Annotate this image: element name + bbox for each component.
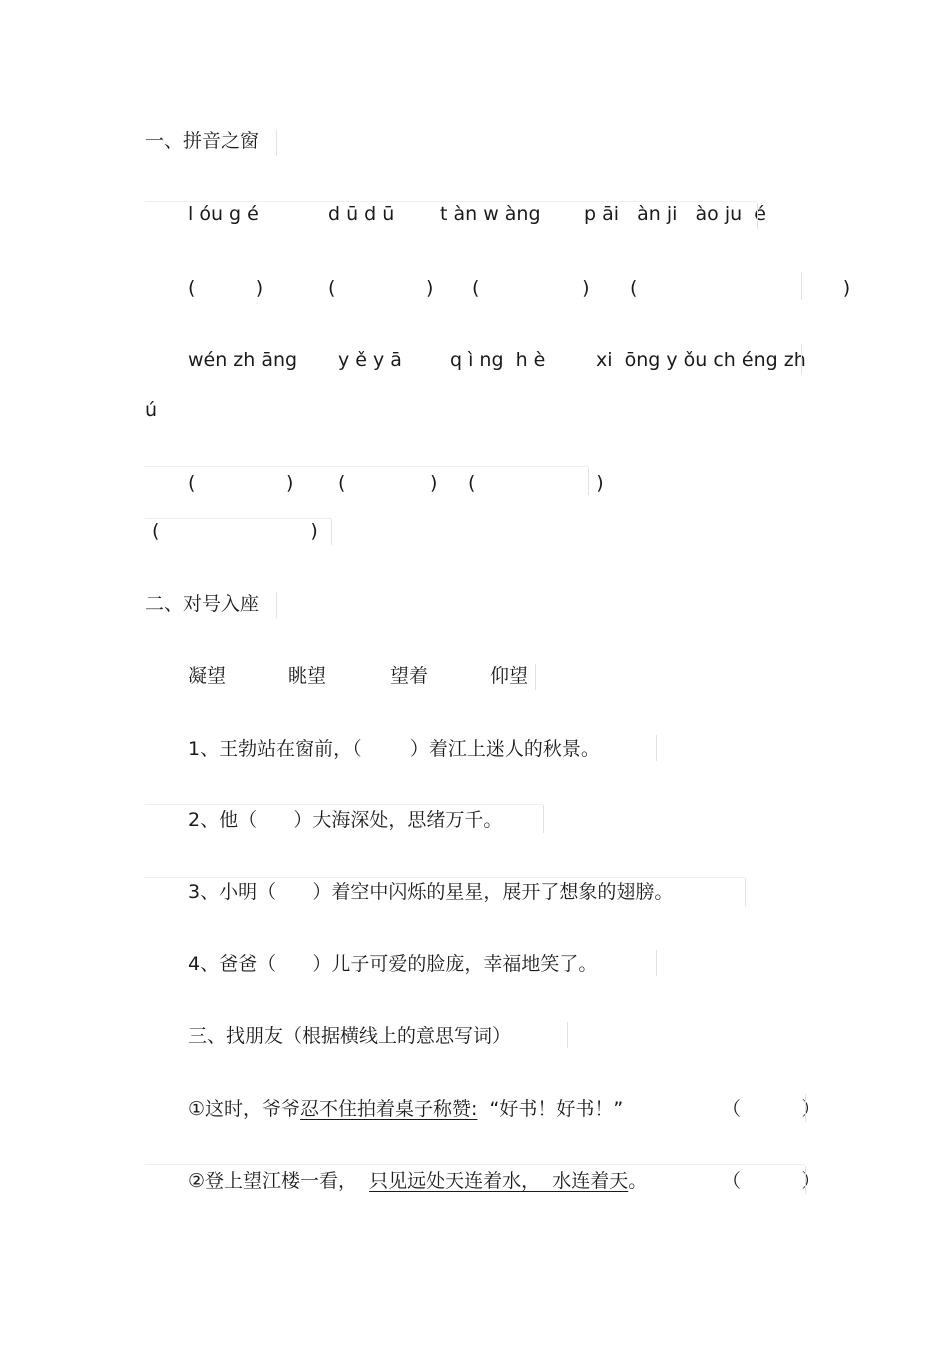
pinyin-item: y ě y ā: [338, 349, 402, 371]
pinyin-item: t àn w àng: [440, 203, 541, 225]
answer-blank[interactable]: ( ): [630, 277, 851, 299]
item-suffix: “好书！好书！”: [477, 1098, 624, 1120]
divider: [145, 877, 745, 878]
answer-blank[interactable]: ( ): [472, 277, 590, 299]
section2-heading: 二、对号入座: [145, 593, 260, 615]
word-option: 仰望: [490, 665, 529, 687]
divider: [145, 466, 588, 467]
fill-sentence-1: 1、王勃站在窗前，（ ）着江上迷人的秋景。: [188, 738, 600, 760]
answer-blank[interactable]: ( ): [188, 472, 294, 494]
divider: [543, 805, 544, 833]
answer-blank[interactable]: （ ）: [722, 1170, 821, 1192]
underlined-phrase: 只见远处天连着水， 水连着天: [369, 1170, 629, 1192]
word-option: 眺望: [288, 665, 327, 687]
divider: [145, 804, 543, 805]
pinyin-item: d ū d ū: [328, 203, 395, 225]
divider: [276, 592, 277, 618]
section1-heading: 一、拼音之窗: [145, 130, 260, 152]
pinyin-item: wén zh āng: [188, 349, 298, 371]
answer-blank[interactable]: ( ): [152, 520, 318, 542]
pinyin-wrap: ú: [145, 399, 158, 421]
fill-sentence-2: 2、他（ ）大海深处，思绪万千。: [188, 809, 503, 831]
divider: [656, 735, 657, 761]
pinyin-item: l óu g é: [188, 203, 259, 225]
pinyin-item: p āi àn ji ào ju é: [584, 203, 766, 225]
divider: [276, 130, 277, 156]
fill-sentence-3: 3、小明（ ）着空中闪烁的星星，展开了想象的翅膀。: [188, 881, 674, 903]
item-prefix: ①这时，爷爷: [188, 1098, 301, 1120]
divider: [805, 1094, 806, 1122]
word-option: 望着: [390, 665, 429, 687]
divider: [656, 950, 657, 976]
divider: [805, 1166, 806, 1194]
divider: [745, 878, 746, 906]
divider: [535, 664, 536, 690]
answer-blank[interactable]: （ ）: [722, 1098, 821, 1120]
answer-blank[interactable]: ( ): [468, 472, 604, 494]
underlined-phrase: 忍不住拍着桌子称赞:: [300, 1098, 478, 1120]
divider: [757, 203, 758, 229]
divider: [801, 272, 802, 300]
divider: [567, 1022, 568, 1048]
divider: [801, 344, 802, 374]
answer-blank[interactable]: ( ): [188, 277, 264, 299]
divider: [145, 1164, 805, 1165]
answer-blank[interactable]: ( ): [338, 472, 438, 494]
item-suffix: 。: [628, 1170, 648, 1192]
pinyin-item: xi ōng y ǒu ch éng zh: [596, 349, 806, 371]
section3-heading: 三、找朋友（根据横线上的意思写词）: [188, 1025, 512, 1047]
answer-blank[interactable]: ( ): [328, 277, 434, 299]
divider: [588, 467, 589, 495]
item-prefix: ②登上望江楼一看，: [188, 1170, 370, 1192]
word-option: 凝望: [188, 665, 227, 687]
pinyin-item: q ì ng h è: [450, 349, 546, 371]
match-item-2: [188, 1169, 647, 1193]
divider: [331, 519, 332, 545]
match-item-1: [188, 1097, 623, 1121]
fill-sentence-4: 4、爸爸（ ）儿子可爱的脸庞，幸福地笑了。: [188, 953, 598, 975]
